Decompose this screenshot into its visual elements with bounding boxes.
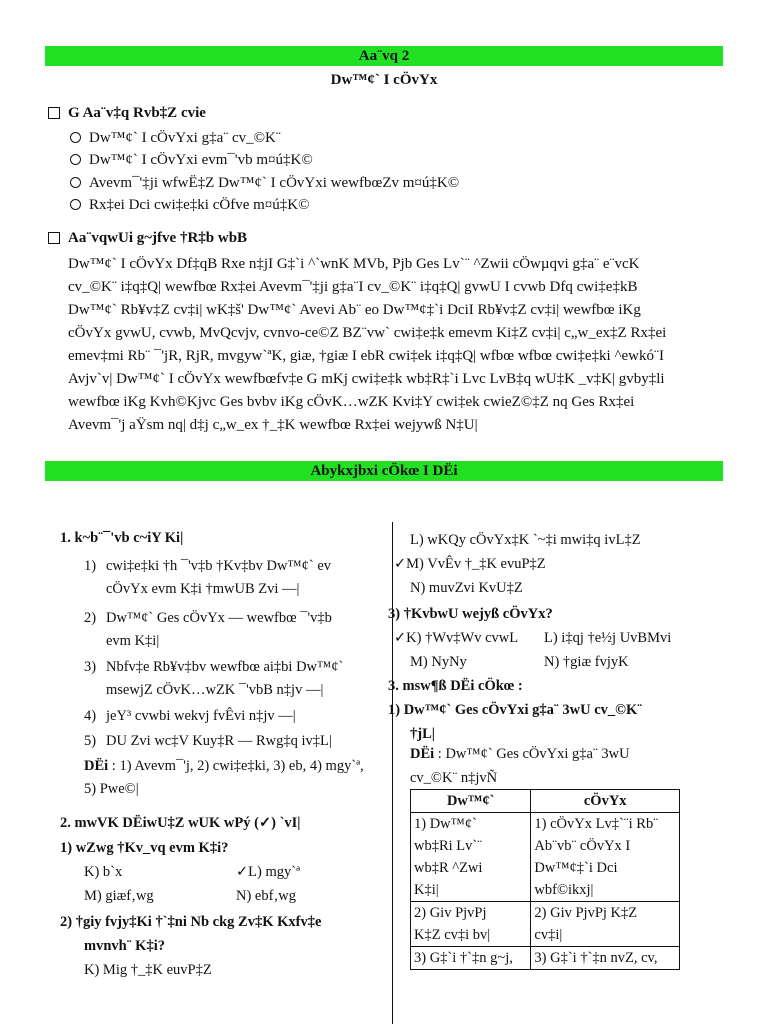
column-divider [392,522,393,1024]
option-k-checked[interactable]: ✓K) †Wv‡Wv cvwL [394,630,519,646]
option-m[interactable]: M) NyNy [410,654,467,670]
goal-item: Dw™¢` I cÖvYxi evm¯'vb m¤ú‡K© [70,152,313,169]
table-cell: 2) Giv PjvPj K‡Z cv‡i bv| [411,902,531,947]
table-cell: 3) G‡`i †`‡n nvZ, cv, [531,947,680,970]
option-l[interactable]: L) wKQy cÖvYx‡K `~‡i mwi‡q ivL‡Z [410,532,641,548]
q1-item: 2) [84,610,97,626]
checkmark-icon: ✓ [394,556,407,572]
q3-sub1-title: 1) Dw™¢` Ges cÖvYxi g‡a¨ 3wU cv_©K¨ [388,702,643,718]
q1-item: 3) [84,659,97,675]
chapter-subtitle: Dw™¢` I cÖvYx [330,72,438,88]
table-row [411,902,680,947]
question-1-title: 1. k~b¨¯'vb c~iY Ki| [60,530,184,546]
answer-label: DËi [84,758,109,774]
q3-answer: DËi : Dw™¢` Ges cÖvYxi g‡a¨ 3wU [410,746,630,762]
comparison-table [410,789,680,970]
chapter-banner: Aa¨vq 2 [45,46,723,66]
option-m[interactable]: M) giæf‚wg [84,888,154,904]
table-cell: 2) Giv PjvPj K‡Z cv‡i| [531,902,680,947]
q3-answer-cont: cv_©K¨ n‡jvÑ [410,770,498,786]
summary-line: wewfbœ iKg Kvh©Kjvc Ges bvbv iKg cÖvK…wZK Kvi‡Y cwi‡ek cwieZ©‡Z nq Ges Rx‡ei [68,394,635,410]
circle-bullet-icon [70,154,81,165]
q1-item: 5) [84,733,97,749]
q2-sub2-title-cont: mvnvh¨ K‡i? [84,938,165,954]
q1-item-text: cwi‡e‡ki †h ¯'v‡b †Kv‡bv Dw™¢` ev [106,558,332,574]
question-3-title: 3. msw¶ß DËi cÖkœ : [388,678,523,694]
q1-item: 1) [84,558,97,574]
summary-line: Dw™¢` Rb¥v‡Z cv‡i| wK‡š' Dw™¢` Avevi Ab¨ eo Dw™¢‡`i DciI Rb¥v‡Z cv‡i| wewfbœ iKg [68,302,641,318]
q1-item-text: Dw™¢` Ges cÖvYx — wewfbœ ¯'v‡b [106,610,332,626]
table-header: cÖvYx [531,790,680,813]
summary-line: Avjv`v| Dw™¢` I cÖvYx wewfbœfv‡e G mKj cwi‡e‡k wb‡R‡`i Lvc LvB‡q wU‡K _v‡K| gvby‡li [68,371,665,387]
goal-item: Avevm¯'‡ji wfwË‡Z Dw™¢` I cÖvYxi wewfbœZv m¤ú‡K© [70,175,459,192]
q1-item-text: jeY³ cvwbi wekvj fvÊvi n‡jv —| [106,708,296,724]
table-row [411,947,680,970]
option-n[interactable]: N) muvZvi KvU‡Z [410,580,523,596]
table-cell: 1) Dw™¢` wb‡Ri Lv`¨ wb‡R ^Zwi K‡i| [411,813,531,902]
option-k[interactable]: K) b`x [84,864,123,880]
option-m-checked[interactable]: ✓M) VvÊv †_‡K evuP‡Z [394,556,546,572]
circle-bullet-icon [70,177,81,188]
summary-line: Dw™¢` I cÖvYx Df‡qB Rxe n‡jI G‡`i ^`wnK MVb, Pjb Ges Lv`¨ ^Zwii cÖwµqvi g‡a¨ e¨vcK [68,256,640,272]
q1-item-text: cÖvYx evm K‡i †mwUB Zvi —| [106,581,300,597]
q1-item-text: msewjZ cÖvK…wZK ¯'vbB n‡jv —| [106,682,324,698]
summary-line: cÖvYx gvwU, cvwb, MvQcvjv, cvnvo-ce©Z BZ¨vw` cwi‡e‡k emevm Ki‡Z cv‡i| c„w_ex‡Z Rx‡ei [68,325,667,341]
q3-sub1-title-cont: †jL| [410,726,435,742]
summary-paragraph [68,253,722,437]
answer-label: DËi [410,746,435,762]
table-row [411,813,680,902]
option-k[interactable]: K) Mig †_‡K euvP‡Z [84,962,212,978]
checkbox-square-icon [48,107,60,119]
goal-item: Rx‡ei Dci cwi‡e‡ki cÖfve m¤ú‡K© [70,197,310,214]
goal-item: Dw™¢` I cÖvYxi g‡a¨ cv_©K¨ [70,130,281,147]
checkbox-square-icon [48,232,60,244]
question-2-title: 2. mwVK DËiwU‡Z wUK wPý (✓) `vI| [60,815,301,831]
circle-bullet-icon [70,132,81,143]
q1-answer: DËi : 1) Avevm¯'j, 2) cwi‡e‡ki, 3) eb, 4) mgy`ª, [84,758,364,774]
table-cell: 3) G‡`i †`‡n g~j, [411,947,531,970]
q1-answer-cont: 5) Pwe©| [84,781,139,797]
q1-item-text: evm K‡i| [106,633,160,649]
q1-item-text: DU Zvi wc‡V Kuy‡R — Rwg‡q iv‡L| [106,733,332,749]
table-cell: 1) cÖvYx Lv‡`¨i Rb¨ Ab¨vb¨ cÖvYx I Dw™¢‡`i Dci wbf©ikxj| [531,813,680,902]
q2-sub3-title: 3) †KvbwU wejyß cÖvYx? [388,606,553,622]
checkmark-icon: ✓ [394,630,407,646]
option-n[interactable]: N) †giæ fvjyK [544,654,629,670]
q2-sub1-title: 1) wZwg †Kv_vq evm K‡i? [60,840,229,856]
table-header-row [411,790,680,813]
summary-line: emev‡mi Rb¨ ¯'jR, RjR, mvgyw`ªK, giæ, †giæ I ebR cwi‡ek i‡q‡Q| wfbœ wfbœ cwi‡e‡ki ^ewkó¨I [68,348,664,364]
table-header: Dw™¢` [411,790,531,813]
summary-heading: Aa¨vqwUi g~jfve †R‡b wbB [48,230,247,247]
q2-sub2-title: 2) †giy fvjy‡Ki †`‡ni Nb ckg Zv‡K Kxfv‡e [60,914,322,930]
option-l-checked[interactable]: ✓L) mgy`ª [236,864,301,880]
q1-item-text: Nbfv‡e Rb¥v‡bv wewfbœ ai‡bi Dw™¢` [106,659,344,675]
learning-goals-heading: G Aa¨v‡q Rvb‡Z cvie [48,105,206,122]
circle-bullet-icon [70,199,81,210]
q1-item: 4) [84,708,97,724]
summary-line: cv_©K¨ i‡q‡Q| wewfbœ Rx‡ei Avevm¯'‡ji g‡a¨I cv_©K¨ i‡q‡Q| gvwU I cvwb Dfq cwi‡e‡kB [68,279,638,295]
summary-line: Avevm¯'j aŸsm nq| d‡j c„w_ex †_‡K wewfbœ Rx‡ei wejywß N‡U| [68,417,478,433]
exercise-banner: Abykxjbxi cÖkœ I DËi [45,461,723,481]
option-l[interactable]: L) i‡qj †e½j UvBMvi [544,630,672,646]
option-n[interactable]: N) ebf‚wg [236,888,296,904]
checkmark-icon: ✓ [236,864,249,880]
